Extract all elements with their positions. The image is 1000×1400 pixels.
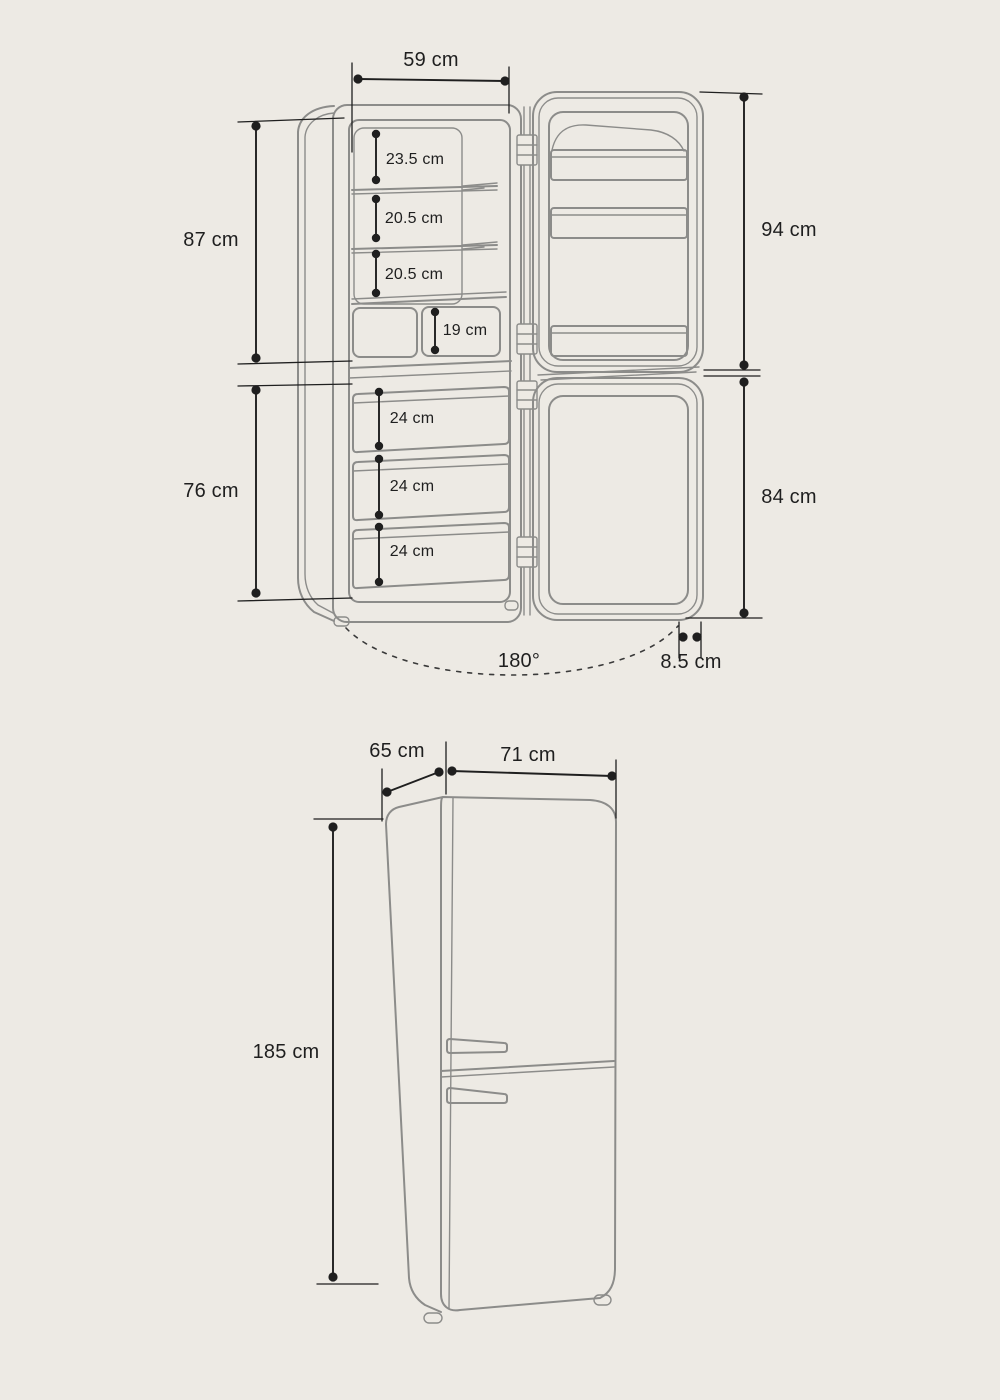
dim-24-c xyxy=(375,523,383,586)
label-freezer-drawer-3: 24 cm xyxy=(389,543,435,560)
label-crisper-height: 19 cm xyxy=(442,322,488,339)
dim-65 xyxy=(382,767,443,796)
dim-20-5-a xyxy=(372,195,380,242)
label-shelf-spacing-1: 23.5 cm xyxy=(385,151,445,168)
dim-24-a xyxy=(375,388,383,450)
label-freezer-drawer-1: 24 cm xyxy=(389,410,435,427)
label-depth: 65 cm xyxy=(369,740,425,762)
dim-71 xyxy=(447,766,616,780)
dim-23-5 xyxy=(372,130,380,184)
dim-94 xyxy=(739,92,748,369)
label-width: 71 cm xyxy=(500,744,556,766)
label-height: 185 cm xyxy=(252,1041,320,1063)
label-freezer-drawer-2: 24 cm xyxy=(389,478,435,495)
dim-84 xyxy=(739,377,748,617)
label-top-width: 59 cm xyxy=(403,49,459,71)
dim-19 xyxy=(431,308,439,354)
label-lower-section-height: 76 cm xyxy=(183,480,239,502)
closed-view-dimensions xyxy=(314,742,617,1284)
lower-door-handle xyxy=(447,1088,507,1103)
upper-door-handle xyxy=(447,1039,507,1053)
label-upper-door-height: 94 cm xyxy=(761,219,817,241)
label-shelf-spacing-2: 20.5 cm xyxy=(384,210,444,227)
label-door-clearance: 8.5 cm xyxy=(660,651,722,673)
dim-185 xyxy=(328,822,337,1281)
dim-76 xyxy=(251,385,260,597)
dim-20-5-b xyxy=(372,250,380,297)
dim-87 xyxy=(251,121,260,362)
dim-8-5 xyxy=(678,632,701,641)
dim-59 xyxy=(353,74,509,85)
open-view-fridge-door-art xyxy=(533,92,703,380)
closed-view-art xyxy=(386,797,616,1323)
open-view-freezer-door-art xyxy=(533,378,703,620)
label-shelf-spacing-3: 20.5 cm xyxy=(384,266,444,283)
dim-24-b xyxy=(375,455,383,519)
label-lower-door-height: 84 cm xyxy=(761,486,817,508)
label-door-swing-angle: 180° xyxy=(497,650,541,672)
label-upper-section-height: 87 cm xyxy=(183,229,239,251)
